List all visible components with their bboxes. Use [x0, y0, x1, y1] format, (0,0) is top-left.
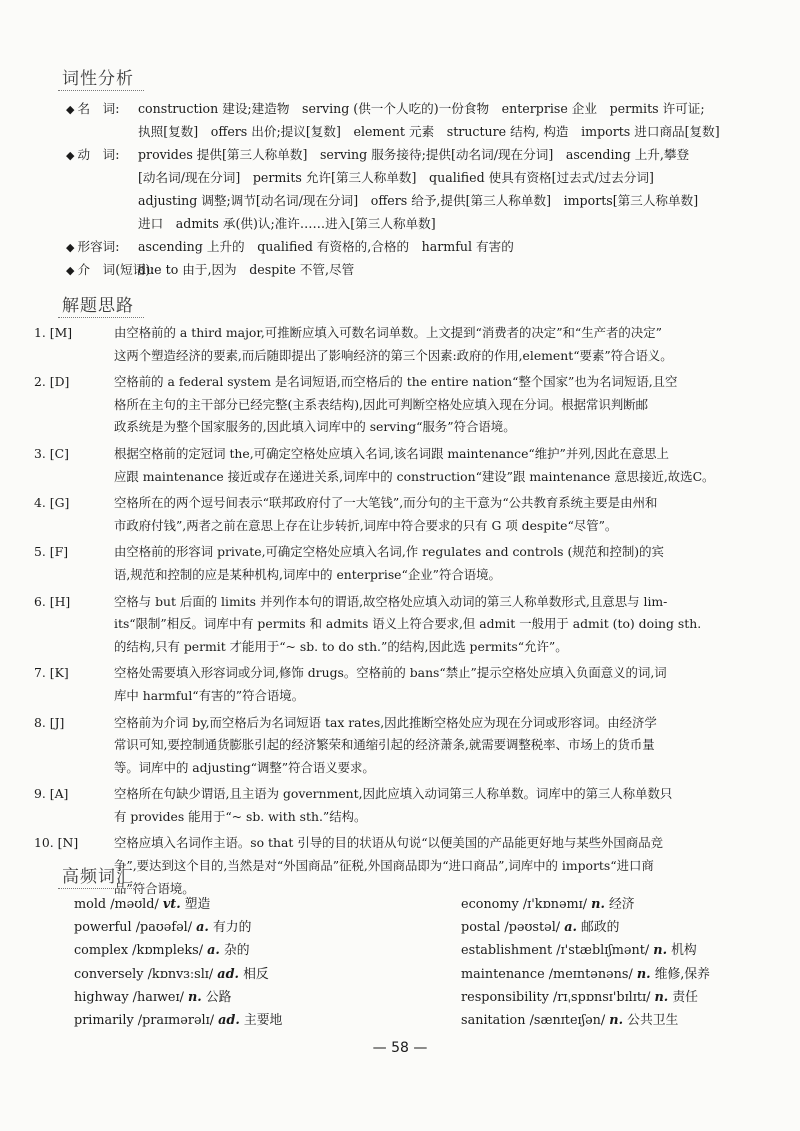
vocab-pos: n.: [591, 897, 605, 912]
vocab-entry: [74, 893, 282, 916]
vocab-entry: [461, 1009, 710, 1032]
answer-line: 的结构,只有 permit 才能用于“~ sb. to do sth.”的结构,因此选 permits“允许”。: [114, 638, 568, 654]
answer-line: 空格前为介词 by,而空格后为名词短语 tax rates,因此推断空格处应为现在分词或形容词。由经济学: [114, 714, 657, 730]
vocab-pos: ad.: [217, 966, 239, 982]
answer-line: 根据空格前的定冠词 the,可确定空格处应填入名词,该名词跟 maintenance“维护”并列,因此在意思上: [114, 445, 669, 461]
vocab-pos: ad.: [218, 1013, 240, 1029]
answer-line: 常识可知,要控制通货膨胀引起的经济繁荣和通缩引起的经济萧条,就需要调整税率、市场上的货币量: [114, 737, 655, 753]
answer-line: 市政府付钱”,两者之前在意思上存在让步转折,词库中符合要求的只有 G 项 despite“尽管”。: [114, 517, 618, 533]
vocab-entry: [74, 986, 282, 1009]
vocab-ipa: /ɪ'kɒnəmɪ/: [522, 897, 588, 912]
vocab-meaning: 公共卫生: [627, 1013, 679, 1029]
answer-explanations: [34, 322, 770, 904]
vocab-ipa: /praɪmərəlɪ/: [137, 1013, 215, 1029]
answer-line: 空格前的 a federal system 是名词短语,而空格后的 the entire nation“整个国家”也为名词短语,且空: [114, 374, 678, 390]
vocab-ipa: /kɒnvɜːslɪ/: [147, 966, 214, 982]
vocab-pos: a.: [207, 943, 220, 959]
vocab-meaning: 维修,保养: [654, 966, 710, 982]
answer-line: 由空格前的形容词 private,可确定空格处应填入名词,作 regulates and controls (规范和控制)的宾: [114, 544, 664, 560]
vocab-entry: [461, 963, 710, 986]
vocab-word: postal: [461, 920, 501, 936]
vocab-entry: [74, 1009, 282, 1032]
answer-key: 1. [M]: [34, 325, 73, 340]
vocab-list-right: [461, 893, 710, 1032]
answer-item: [34, 783, 770, 828]
vocab-meaning: 公路: [205, 989, 232, 1005]
answer-line: 政系统是为整个国家服务的,因此填入词库中的 serving“服务”符合语境。: [114, 419, 516, 435]
page-number: — 58 —: [372, 1040, 428, 1056]
answer-item: [34, 322, 770, 367]
section-title-reasoning: 解题思路: [62, 291, 134, 316]
vocab-entry: [74, 939, 282, 962]
vocab-meaning: 主要地: [243, 1013, 283, 1029]
pos-line: 进口 admits 承(供)认;准许……进入[第三人称单数]: [138, 216, 436, 231]
answer-key: 10. [N]: [34, 835, 79, 851]
vocab-pos: a.: [196, 920, 209, 936]
vocab-entry: [461, 939, 710, 962]
answer-line: 空格处需要填入形容词或分词,修饰 drugs。空格前的 bans“禁止”提示空格处应填入负面意义的词,词: [114, 665, 667, 681]
vocab-word: conversely: [74, 966, 144, 982]
vocab-pos: n.: [636, 966, 651, 982]
pos-label: [66, 235, 120, 259]
pos-line: adjusting 调整;调节[动名词/现在分词] offers 给予,提供[第三人称单数] imports[第三人称单数]: [138, 193, 699, 208]
vocab-meaning: 杂的: [223, 943, 250, 959]
vocab-entry: [461, 986, 710, 1009]
vocab-word: responsibility: [461, 989, 549, 1005]
answer-line: 这两个塑造经济的要素,而后随即提出了影响经济的第三个因素:政府的作用,element“要素”符合语义。: [114, 347, 673, 363]
answer-item: [34, 832, 770, 900]
vocab-word: complex: [74, 943, 129, 959]
answer-line: 由空格前的 a third major,可推断应填入可数名词单数。上文提到“消费者的决定”和“生产者的决定”: [114, 325, 662, 340]
answer-key: 7. [K]: [34, 665, 69, 681]
answer-line: 库中 harmful“有害的”符合语境。: [114, 687, 305, 703]
pos-label-text: 名 词:: [77, 101, 120, 116]
vocab-pos: a.: [564, 920, 577, 936]
pos-label-text: 动 词:: [77, 147, 120, 162]
answer-item: [34, 591, 770, 659]
answer-line: 空格与 but 后面的 limits 并列作本句的谓语,故空格处应填入动词的第三人称单数形式,且意思与 lim-: [114, 593, 668, 609]
pos-row: [66, 143, 766, 235]
vocab-ipa: /kɒmpleks/: [132, 943, 204, 959]
answer-line: 争”,要达到这个目的,当然是对“外国商品”征税,外国商品即为“进口商品”,词库中的 imports“进口商: [114, 858, 654, 874]
answer-item: [34, 492, 770, 537]
pos-row: [66, 258, 766, 281]
vocab-word: maintenance: [461, 966, 545, 982]
answer-item: [34, 443, 770, 488]
bullet-icon: ◆: [66, 103, 75, 116]
vocab-meaning: 有力的: [212, 920, 252, 936]
vocab-meaning: 责任: [672, 989, 698, 1005]
vocab-word: sanitation: [461, 1013, 526, 1029]
answer-item: [34, 371, 770, 439]
answer-line: 等。词库中的 adjusting“调整”符合语义要求。: [114, 759, 375, 775]
answer-line: 空格应填入名词作主语。so that 引导的目的状语从句说“以便美国的产品能更好地与某些外国商品竞: [114, 835, 663, 851]
pos-line: due to 由于,因为 despite 不管,尽管: [138, 262, 355, 277]
answer-line: 语,规范和控制的应是某种机构,词库中的 enterprise“企业”符合语境。: [114, 566, 501, 582]
vocab-pos: n.: [187, 989, 202, 1005]
vocab-pos: vt.: [162, 897, 181, 912]
vocab-pos: n.: [654, 989, 669, 1005]
pos-label-text: 形容词:: [77, 239, 120, 254]
answer-item: [34, 712, 770, 780]
answer-line: 空格所在句缺少谓语,且主语为 government,因此应填入动词第三人称单数。词库中的第三人称单数只: [114, 786, 673, 802]
vocab-entry: [74, 916, 282, 939]
vocab-ipa: /məʊld/: [110, 897, 159, 912]
vocab-entry: [74, 963, 282, 986]
answer-key: 6. [H]: [34, 593, 71, 609]
bullet-icon: ◆: [66, 241, 75, 254]
pos-line: provides 提供[第三人称单数] serving 服务接待;提供[动名词/现在分词] ascending 上升,攀登: [138, 147, 690, 162]
vocab-entry: [461, 916, 710, 939]
answer-line: its“限制”相反。词库中有 permits 和 admits 语义上符合要求,但 admit 一般用于 admit (to) doing sth.: [114, 616, 702, 632]
pos-label-text: 介 词(短语):: [77, 262, 155, 277]
vocab-ipa: /ɪ'stæblɪʃmənt/: [556, 943, 650, 959]
vocab-ipa: /meɪntənəns/: [548, 966, 633, 982]
answer-line: 品”符合语境。: [114, 880, 195, 896]
pos-line: 执照[复数] offers 出价;提议[复数] element 元素 structure 结构, 构造 imports 进口商品[复数]: [138, 124, 720, 139]
answer-item: [34, 541, 770, 586]
answer-key: 4. [G]: [34, 495, 70, 511]
vocab-word: powerful: [74, 920, 132, 936]
vocab-meaning: 机构: [671, 943, 697, 959]
vocab-ipa: /pəʊstəl/: [504, 920, 561, 936]
vocab-pos: n.: [609, 1013, 624, 1029]
vocab-ipa: /paʊəfəl/: [135, 920, 193, 936]
pos-label: [66, 258, 155, 282]
pos-analysis: [66, 97, 766, 281]
vocab-meaning: 相反: [243, 966, 269, 982]
answer-line: 空格所在的两个逗号间表示“联邦政府付了一大笔钱”,而分句的主干意为“公共教育系统主要是由州和: [114, 495, 658, 511]
pos-row: [66, 235, 766, 258]
answer-key: 3. [C]: [34, 445, 69, 461]
vocab-entry: [461, 893, 710, 916]
section-title-pos: 词性分析: [62, 64, 134, 89]
answer-line: 应跟 maintenance 接近或存在递进关系,词库中的 construction“建设”跟 maintenance 意思接近,故选C。: [114, 468, 715, 484]
vocab-meaning: 塑造: [184, 897, 211, 912]
bullet-icon: ◆: [66, 149, 75, 162]
vocab-ipa: /rɪˌspɒnsɪ'bɪlɪtɪ/: [552, 989, 651, 1005]
pos-label: [66, 97, 120, 121]
answer-key: 2. [D]: [34, 374, 70, 390]
pos-row: [66, 97, 766, 143]
vocab-ipa: /haɪweɪ/: [132, 989, 184, 1005]
vocab-word: establishment: [461, 943, 553, 959]
vocab-meaning: 经济: [609, 897, 635, 912]
vocab-meaning: 邮政的: [581, 920, 620, 936]
vocab-pos: n.: [653, 943, 668, 959]
vocab-word: economy: [461, 897, 519, 912]
pos-line: [动名词/现在分词] permits 允许[第三人称单数] qualified 使具有资格[过去式/过去分词]: [138, 170, 654, 185]
answer-line: 格所在主句的主干部分已经完整(主系表结构),因此可判断空格处应填入现在分词。根据常识判断邮: [114, 396, 649, 412]
pos-line: ascending 上升的 qualified 有资格的,合格的 harmful 有害的: [138, 239, 514, 254]
answer-key: 8. [J]: [34, 714, 65, 730]
vocab-ipa: /sænɪteɪʃən/: [529, 1013, 606, 1029]
section-title-vocab: 高频词汇: [62, 862, 134, 887]
vocab-word: primarily: [74, 1013, 134, 1029]
answer-item: [34, 662, 770, 707]
pos-label: [66, 143, 120, 167]
vocab-word: highway: [74, 989, 129, 1005]
vocab-list-left: [74, 893, 282, 1032]
answer-line: 有 provides 能用于“~ sb. with sth.”结构。: [114, 808, 367, 824]
answer-key: 5. [F]: [34, 544, 69, 560]
answer-key: 9. [A]: [34, 786, 69, 802]
pos-line: construction 建设;建造物 serving (供一个人吃的)一份食物 enterprise 企业 permits 许可证;: [138, 101, 705, 116]
vocab-word: mold: [74, 897, 107, 912]
bullet-icon: ◆: [66, 264, 75, 277]
